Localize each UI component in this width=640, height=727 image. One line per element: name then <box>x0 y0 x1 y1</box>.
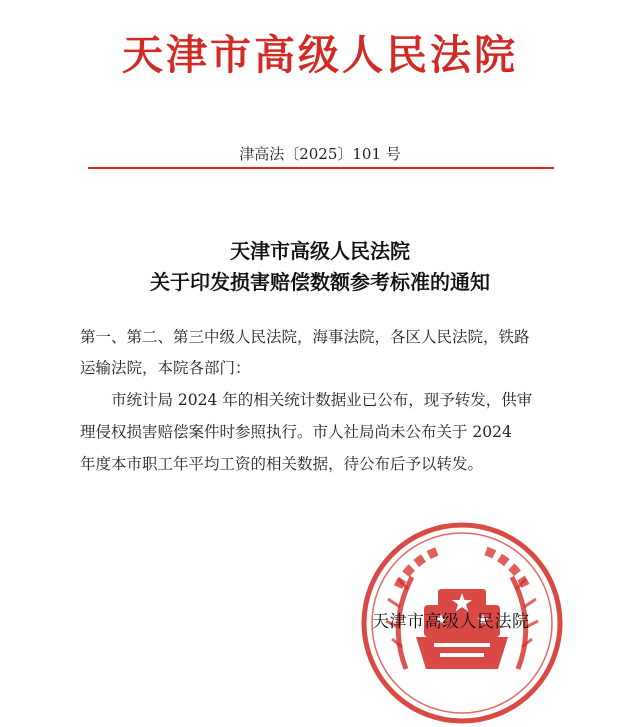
header-divider <box>88 167 554 169</box>
notice-title-line2: 关于印发损害赔偿数额参考标准的通知 <box>150 270 490 294</box>
body-paragraph-line2: 理侵权损害赔偿案件时参照执行。市人社局尚未公布关于 2024 <box>80 423 512 441</box>
recipients-line2: 运输法院，本院各部门： <box>80 359 251 377</box>
notice-title-line1: 天津市高级人民法院 <box>230 239 410 263</box>
recipients-line1: 第一、第二、第三中级人民法院，海事法院，各区人民法院，铁路 <box>80 328 530 346</box>
document-number: 津高法〔2025〕101 号 <box>239 145 401 163</box>
court-header-title: 天津市高级人民法院 <box>122 31 518 79</box>
body-paragraph-line3: 年度本市职工年平均工资的相关数据，待公布后予以转发。 <box>80 455 484 473</box>
issuer-signature: 天津市高级人民法院 <box>372 612 530 632</box>
body-paragraph-line1: 市统计局 2024 年的相关统计数据业已公布，现予转发，供审 <box>111 391 533 409</box>
